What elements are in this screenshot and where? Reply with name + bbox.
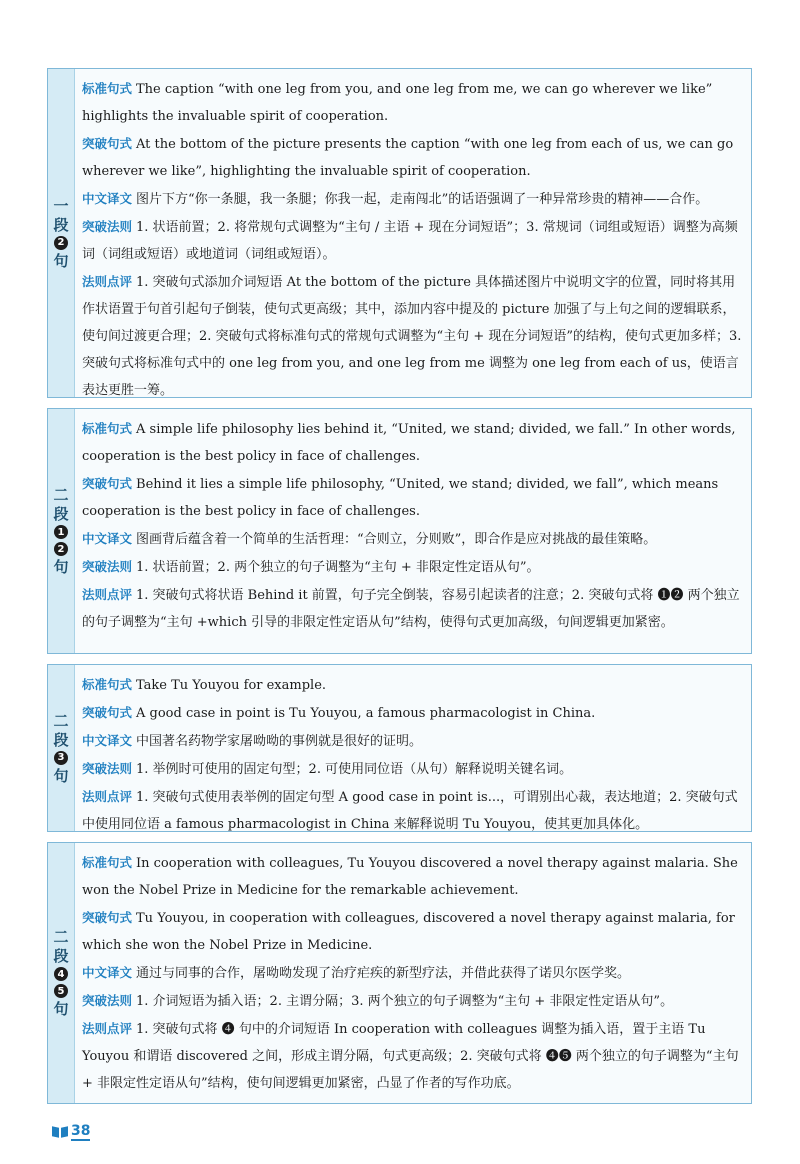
row-text: 中国著名药物学家屠呦呦的事例就是很好的证明。 (136, 734, 423, 749)
row-label: 中文译文 (82, 733, 133, 748)
side-char: 句 (53, 558, 69, 576)
row-rules (82, 755, 745, 783)
row-text: 1. 举例时可使用的固定句型；2. 可使用同位语（从句）解释说明关键名词。 (136, 762, 573, 777)
row-translation (82, 959, 745, 987)
row-label: 突破句式 (82, 910, 133, 925)
row-label: 法则点评 (82, 1021, 133, 1036)
row-breakthrough (82, 904, 745, 959)
section-content (82, 415, 745, 636)
sentence-number-badge: 4 (54, 967, 68, 981)
row-breakthrough (82, 699, 745, 727)
section-block-3 (47, 664, 752, 832)
row-label: 突破句式 (82, 476, 133, 491)
row-text: 1. 介词短语为插入语；2. 主谓分隔；3. 两个独立的句子调整为“主句 + 非限定性定语从句”。 (136, 994, 674, 1009)
row-text: Behind it lies a simple life philosophy, “United, we stand; divided, we fall”, which means cooperation is the best policy in face of challenges. (82, 477, 719, 519)
row-standard (82, 671, 745, 699)
row-label: 突破句式 (82, 705, 133, 720)
row-text: 1. 状语前置；2. 将常规句式调整为“主句 / 主语 + 现在分词短语”；3. 常规词（词组或短语）调整为高频词（词组或短语）或地道词（词组或短语）。 (82, 220, 738, 262)
page-number: 38 (71, 1123, 91, 1139)
section-block-1 (47, 68, 752, 398)
row-text: Tu Youyou, in cooperation with colleagues, discovered a novel therapy against malaria, for which she won the Nobel Prize in Medicine. (82, 911, 735, 953)
side-char: 二 (53, 928, 69, 946)
side-char: 段 (53, 947, 69, 965)
sentence-number-badge: 5 (54, 984, 68, 998)
section-content (82, 849, 745, 1097)
row-comment (82, 268, 745, 404)
section-content (82, 75, 745, 404)
row-label: 中文译文 (82, 965, 133, 980)
row-standard (82, 415, 745, 470)
row-text: 图画背后蕴含着一个简单的生活哲理：“合则立，分则败”，即合作是应对挑战的最佳策略。 (136, 532, 657, 547)
row-standard (82, 849, 745, 904)
row-label: 标准句式 (82, 81, 133, 96)
row-label: 法则点评 (82, 274, 133, 289)
row-label: 突破句式 (82, 136, 133, 151)
row-label: 中文译文 (82, 531, 133, 546)
section-side-label (48, 69, 75, 397)
row-text: 图片下方“你一条腿，我一条腿；你我一起，走南闯北”的话语强调了一种异常珍贵的精神——合作。 (136, 192, 709, 207)
side-char: 一 (53, 196, 69, 215)
row-label: 法则点评 (82, 587, 133, 602)
row-label: 标准句式 (82, 421, 133, 436)
row-breakthrough (82, 470, 745, 525)
row-text: 1. 状语前置；2. 两个独立的句子调整为“主句 + 非限定性定语从句”。 (136, 560, 540, 575)
row-translation (82, 525, 745, 553)
row-comment (82, 1015, 745, 1097)
side-char: 段 (53, 215, 69, 234)
row-rules (82, 553, 745, 581)
row-text: The caption “with one leg from you, and one leg from me, we can go wherever we like” highlights the invaluable spirit of cooperation. (82, 82, 713, 124)
row-label: 突破法则 (82, 761, 133, 776)
side-char: 句 (53, 251, 69, 270)
row-breakthrough (82, 130, 745, 185)
row-text: 1. 突破句式将 ❹ 句中的介词短语 In cooperation with colleagues 调整为插入语，置于主语 Tu Youyou 和谓语 discovered 之间，形成主谓分隔，句式更高级；2. 突破句式将 ❹❺ 两个独立的句子调整为“主句 + 非限定性定语从句”结构，使句间逻辑更加紧密，凸显了作者的写作功底。 (82, 1022, 739, 1091)
row-rules (82, 213, 745, 268)
section-side-label (48, 665, 75, 831)
side-char: 二 (53, 711, 69, 730)
row-comment (82, 783, 745, 838)
section-block-4 (47, 842, 752, 1104)
row-label: 突破法则 (82, 559, 133, 574)
side-char: 二 (53, 486, 69, 504)
sentence-number-badge: 3 (54, 751, 68, 765)
row-label: 标准句式 (82, 855, 133, 870)
row-translation (82, 185, 745, 213)
sentence-number-badge: 2 (54, 542, 68, 556)
row-text: 1. 突破句式添加介词短语 At the bottom of the picture 具体描述图片中说明文字的位置，同时将其用作状语置于句首引起句子倒装，使句式更高级；其中，添加内容中提及的 picture 加强了与上句之间的逻辑联系，使句间过渡更合理；2. 突破句式将标准句式的常规句式调整为“主句 + 现在分词短语”的结构，使句式更加多样；3. 突破句式将标准句式中的 one leg from you, and one leg from me 调整为 one leg from each of us，使语言表达更胜一筹。 (82, 275, 742, 398)
section-block-2 (47, 408, 752, 654)
row-text: 1. 突破句式使用表举例的固定句型 A good case in point is...，可谓别出心裁，表达地道；2. 突破句式中使用同位语 a famous pharmacologist in China 来解释说明 Tu Youyou，使其更加具体化。 (82, 790, 738, 832)
row-rules (82, 987, 745, 1015)
row-label: 法则点评 (82, 789, 133, 804)
sentence-number-badge: 1 (54, 525, 68, 539)
row-comment (82, 581, 745, 636)
row-text: Take Tu Youyou for example. (136, 678, 327, 693)
side-char: 段 (53, 505, 69, 523)
section-content (82, 671, 745, 838)
row-text: A good case in point is Tu Youyou, a famous pharmacologist in China. (136, 706, 596, 721)
section-side-label (48, 409, 75, 653)
side-char: 句 (53, 766, 69, 785)
row-text: 通过与同事的合作，屠呦呦发现了治疗疟疾的新型疗法，并借此获得了诺贝尔医学奖。 (136, 966, 631, 981)
row-label: 突破法则 (82, 993, 133, 1008)
row-label: 标准句式 (82, 677, 133, 692)
row-translation (82, 727, 745, 755)
row-label: 突破法则 (82, 219, 133, 234)
row-text: At the bottom of the picture presents the caption “with one leg from each of us, we can go wherever we like”, highlighting the invaluable spirit of cooperation. (82, 137, 734, 179)
row-text: A simple life philosophy lies behind it, “United, we stand; divided, we fall.” In other words, cooperation is the best policy in face of challenges. (82, 422, 736, 464)
row-label: 中文译文 (82, 191, 133, 206)
book-icon (52, 1127, 68, 1138)
page-footer (52, 1124, 90, 1141)
side-char: 段 (53, 730, 69, 749)
sentence-number-badge: 2 (54, 236, 68, 250)
row-standard (82, 75, 745, 130)
row-text: 1. 突破句式将状语 Behind it 前置，句子完全倒装，容易引起读者的注意；2. 突破句式将 ❶❷ 两个独立的句子调整为“主句 +which 引导的非限定性定语从句”结构，使得句式更加高级，句间逻辑更加紧密。 (82, 588, 740, 630)
row-text: In cooperation with colleagues, Tu Youyou discovered a novel therapy against malaria. She won the Nobel Prize in Medicine for the remarkable achievement. (82, 856, 738, 898)
side-char: 句 (53, 1000, 69, 1018)
section-side-label (48, 843, 75, 1103)
